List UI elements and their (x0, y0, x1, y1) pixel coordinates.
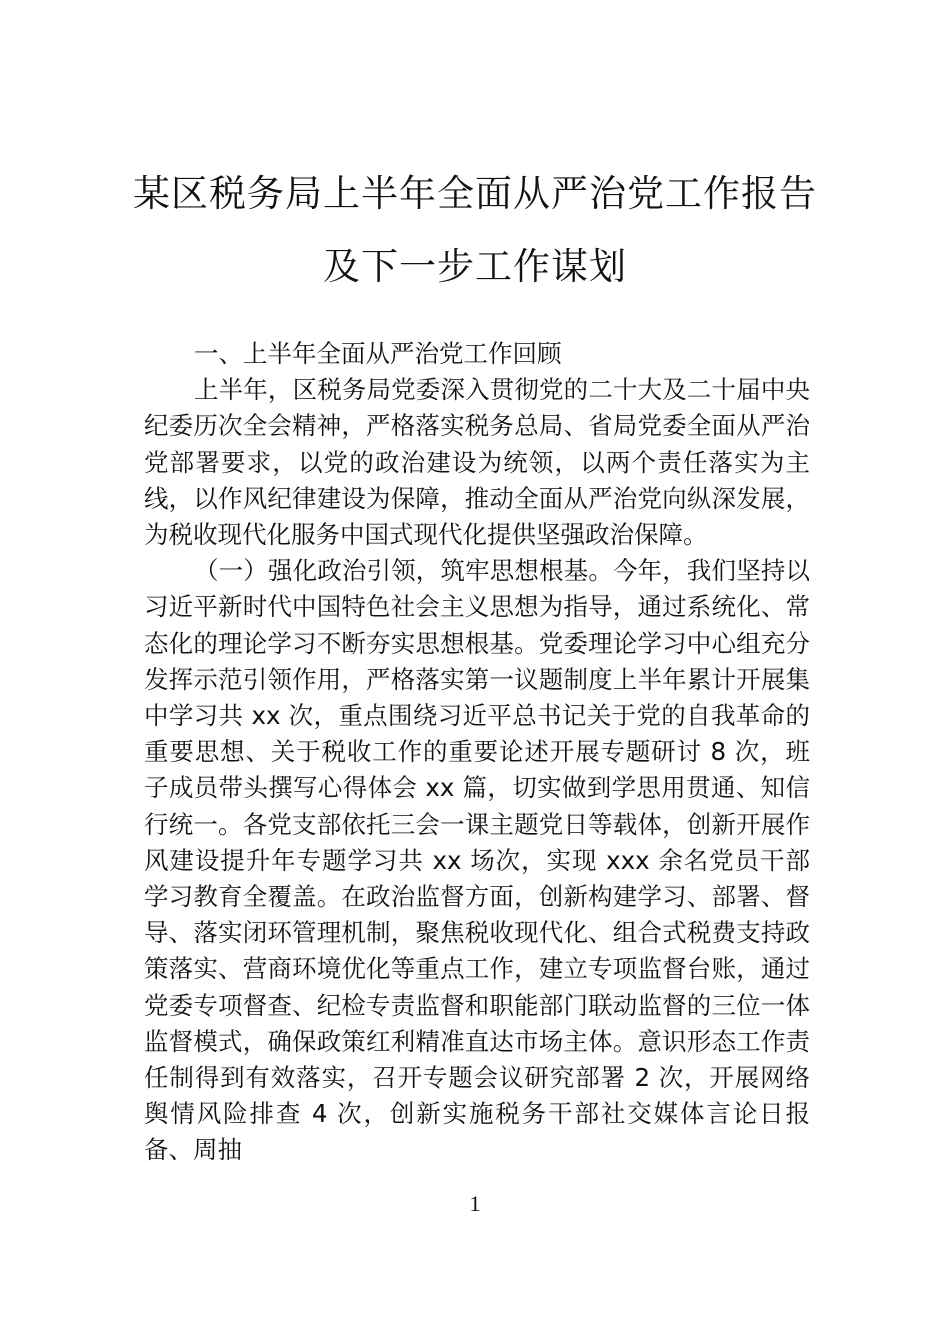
page-number: 1 (469, 1191, 481, 1216)
paragraph-political-guidance: （一）强化政治引领，筑牢思想根基。今年，我们坚持以习近平新时代中国特色社会主义思想为指导，通过系统化、常态化的理论学习不断夯实思想根基。党委理论学习中心组充分发挥示范引领作用，严格落实第一议题制度上半年累计开展集中学习共 xx 次，重点围绕习近平总书记关于党的自我革命的重要思想、关于税收工作的重要论述开展专题研讨 8 次，班子成员带头撰写心得体会 xx 篇，切实做到学思用贯通、知信行统一。各党支部依托三会一课主题党日等载体，创新开展作风建设提升年专题学习共 xx 场次，实现 xxx 余名党员干部学习教育全覆盖。在政治监督方面，创新构建学习、部署、督导、落实闭环管理机制，聚焦税收现代化、组合式税费支持政策落实、营商环境优化等重点工作，建立专项监督台账，通过党委专项督查、纪检专责监督和职能部门联动监督的三位一体监督模式，确保政策红利精准直达市场主体。意识形态工作责任制得到有效落实，召开专题会议研究部署 2 次，开展网络舆情风险排查 4 次，创新实施税务干部社交媒体言论日报备、周抽 (144, 556, 810, 1165)
section-heading: 一、上半年全面从严治党工作回顾 (194, 339, 562, 368)
document-title-line-1: 某区税务局上半年全面从严治党工作报告 (133, 172, 817, 215)
paragraph-overview: 上半年，区税务局党委深入贯彻党的二十大及二十届中央纪委历次全会精神，严格落实税务总局、省局党委全面从严治党部署要求，以党的政治建设为统领，以两个责任落实为主线，以作风纪律建设为保障，推动全面从严治党向纵深发展，为税收现代化服务中国式现代化提供坚强政治保障。 (144, 375, 810, 550)
document-title-line-2: 及下一步工作谋划 (323, 245, 627, 288)
document-body (144, 336, 810, 1169)
